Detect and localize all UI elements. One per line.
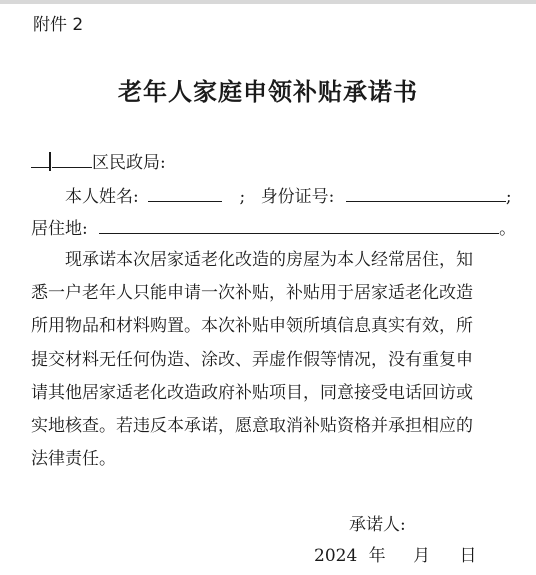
date-year: 2024 xyxy=(314,546,358,566)
id-number-label: 身份证号: xyxy=(260,187,335,207)
id-line-end: ; xyxy=(505,187,512,207)
addressee-line xyxy=(31,148,166,173)
date-year-unit: 年 xyxy=(368,546,386,566)
district-blank-left[interactable] xyxy=(31,152,49,168)
signature-label: 承诺人: xyxy=(349,515,406,535)
body-line: 实地核查。若违反本承诺，愿意取消补贴资格并承担相应的 xyxy=(31,416,473,437)
name-id-separator: ; xyxy=(239,187,246,207)
name-field[interactable] xyxy=(148,186,222,202)
page-top-border xyxy=(0,0,536,4)
district-blank-right[interactable] xyxy=(52,152,92,168)
body-line: 现承诺本次居家适老化改造的房屋为本人经常居住，知 xyxy=(65,250,473,270)
address-line-end: 。 xyxy=(499,219,517,239)
date-month-unit: 月 xyxy=(413,546,431,566)
body-line: 法律责任。 xyxy=(31,449,116,470)
body-line: 提交材料无任何伪造、涂改、弄虚作假等情况，没有重复申 xyxy=(31,349,473,370)
date-day-unit: 日 xyxy=(459,546,477,566)
address-field[interactable] xyxy=(99,218,499,234)
body-line: 请其他居家适老化改造政府补贴项目，同意接受电话回访或 xyxy=(31,382,473,403)
address-line xyxy=(31,214,516,239)
attachment-label: 附件 2 xyxy=(33,15,84,35)
district-office-label: 区民政局: xyxy=(92,153,166,173)
name-label: 本人姓名: xyxy=(65,187,139,207)
text-cursor xyxy=(49,152,51,171)
body-line: 所用物品和材料购置。本次补贴申领所填信息真实有效，所 xyxy=(31,316,473,337)
address-label: 居住地: xyxy=(31,219,88,239)
date-line xyxy=(314,541,476,566)
document-title: 老年人家庭申领补贴承诺书 xyxy=(118,77,418,106)
commitment-paragraph xyxy=(31,244,521,476)
name-id-line xyxy=(65,182,512,207)
body-line: 悉一户老年人只能申请一次补贴，补贴用于居家适老化改造 xyxy=(31,283,473,304)
id-number-field[interactable] xyxy=(346,186,506,202)
